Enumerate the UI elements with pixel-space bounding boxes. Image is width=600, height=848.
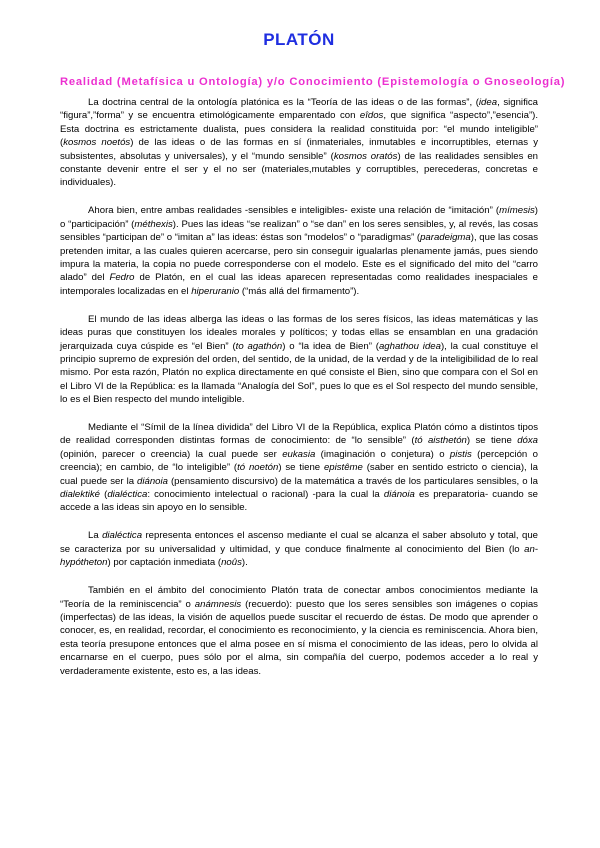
text-run: Mediante el “Símil de la línea dividida” del Libro VI de la República, explica Platón cómo a distintos tipos de realidad corresponden distintas formas de conocimiento: de “lo sensible” ( [60, 422, 538, 447]
text-run: (saber en sentido estricto o ciencia), la cual puede ser la [60, 462, 538, 487]
text-run: ), la cual constituye el principio supremo de expresión del orden, del sentido, de la unidad, de la verdad y de la inteligibilidad de lo real mismo. Por esta razón, Platón no explica directamente en qué consiste el Bien, sino que compara con el Sol en el Libro VI de la República: es la llamada “Analogía del Sol”, pues lo que es el Sol respecto del mundo sensible, lo es el Bien respecto del mundo inteligible. [60, 340, 538, 406]
document-body [60, 96, 538, 678]
text-run: (recuerdo): puesto que los seres sensibles son imágenes o copias (imperfectas) de las ideas, la visión de aquellos puede suscitar el recuerdo de éstas. De modo que aprender o conocer, es, en realidad, recordar, el conocimiento es reconocimiento, y la ciencia es reminiscencia. Ahora bien, esta teoría presupone entonces que el alma posee en sí misma el conocimiento de las ideas, pero lo olvida al encarnarse en el cuerpo, pues sólo por el alma, sin compañía del cuerpo, podemos acceder a lo real y verdaderamente existente, esto es, a las ideas. [60, 598, 538, 677]
text-run: (percepción o creencia); en cambio, de “lo inteligible” ( [60, 448, 538, 474]
text-run: ). [241, 557, 248, 569]
italic-term: mímesis [499, 205, 535, 217]
text-run: (opinión, parecer o creencia) la cual puede ser [60, 448, 283, 460]
text-run: ) de las ideas o de las formas en sí (inmateriales, inmutables e incorruptibles, eternas y subsistentes, absolutas y universales), y el “mundo sensible” ( [60, 137, 538, 162]
italic-term: eukasia [282, 448, 316, 460]
text-run: También en el ámbito del conocimiento Platón trata de conectar ambos conocimientos mediante la “Teoría de la reminiscencia” o [60, 585, 538, 610]
italic-term: eîdos [359, 110, 384, 122]
italic-term: pistis [449, 448, 472, 460]
italic-term: anámnesis [194, 598, 242, 610]
text-run: ). Pues las ideas “se realizan” o “se dan” en los seres sensibles, y, al revés, las cosas sensibles “participan de” o “imitan a” las ideas: éstas son “modelos” o “paradigmas” ( [60, 218, 538, 244]
italic-term: idea [478, 97, 498, 108]
text-run: ) o “participación” ( [60, 205, 538, 230]
italic-term: an-hypótheton [60, 543, 538, 569]
text-run: La [88, 530, 103, 542]
text-run: ), que las cosas pretenden imitar, a las cuales quieren acercarse, pero sin conseguir igualarlas plenamente jamás, pues siendo impura la materia, la copia no puede corresponderse con el modelo. Este es el significado del mito del “carro alado” del [60, 232, 538, 284]
text-run: (pensamiento discursivo) de la matemática a través de los particulares sensibles, o la [167, 475, 538, 487]
paragraph [60, 313, 538, 407]
italic-term: kosmos noetós [63, 137, 131, 149]
italic-term: dialéctica [102, 530, 143, 542]
paragraph [60, 96, 538, 190]
italic-term: Fedro [109, 272, 135, 284]
italic-term: dóxa [517, 435, 538, 447]
text-run: ) se tiene [466, 435, 518, 447]
text-run: ( [100, 489, 108, 501]
text-run: La doctrina central de la ontología platónica es la “Teoría de las ideas o de las formas”, ( [88, 97, 479, 108]
text-run: ) por captación inmediata ( [107, 557, 222, 569]
italic-term: to agathón [235, 340, 283, 352]
text-run: ) de las realidades sensibles en constante devenir entre el ser y el no ser (materiales,mutables y corruptibles, perecederas, concretas e individuales). [60, 150, 538, 189]
text-run: El mundo de las ideas alberga las ideas o las formas de los seres físicos, las ideas matemáticas y las ideas puras que constituyen los ideales morales y políticos; y todas ellas se ensamblan en una gradación jerarquizada cuya cúspide es “el Bien” ( [60, 313, 538, 352]
italic-term: epistême [323, 462, 363, 474]
paragraph [60, 421, 538, 515]
text-run: de Platón, en el cual las ideas aparecen representadas como realidades inespaciales e intemporales localizadas en el [60, 272, 539, 297]
text-run: : conocimiento intelectual o racional) -para la cual la [147, 489, 384, 501]
page-title: PLATÓN [263, 30, 335, 49]
paragraph [60, 584, 538, 678]
italic-term: tó aisthetón [414, 435, 467, 447]
text-run: ) se tiene [278, 462, 324, 474]
italic-term: dialéctica [107, 489, 148, 501]
paragraph [60, 204, 538, 298]
paragraph [60, 529, 538, 569]
text-run: Ahora bien, entre ambas realidades -sensibles e inteligibles- existe una relación de “imitación” ( [88, 205, 500, 217]
text-run: , significa “figura”,”forma” y se encuentra etimológicamente emparentado con [60, 97, 538, 122]
italic-term: kosmos oratós [333, 150, 398, 162]
text-run: representa entonces el ascenso mediante el cual se alcanza el saber absoluto y total, que se caracteriza por su universalidad y ultimidad, y que conduce finalmente al conocimiento del Bien (lo [60, 530, 538, 555]
italic-term: diánoia [383, 489, 415, 501]
italic-term: dialektiké [60, 489, 100, 501]
italic-term: hiperuranio [191, 285, 240, 297]
text-run: ) o “la idea de Bien” ( [282, 340, 379, 352]
italic-term: tó noetón [237, 462, 279, 474]
italic-term: méthexis [134, 218, 173, 230]
italic-term: noûs [221, 557, 242, 569]
section-heading: Realidad (Metafísica u Ontología) y/o Conocimiento (Epistemología o Gnoseología) [60, 76, 566, 88]
text-run: , que significa “aspecto”,”esencia”). Esta doctrina es estrictamente dualista, pues considera la realidad constituida por: “el mundo inteligible” ( [60, 110, 538, 149]
italic-term: aghathou idea [378, 340, 441, 352]
text-run: (“más allá del firmamento”). [239, 285, 360, 297]
italic-term: paradeigma [420, 232, 471, 244]
text-run: (imaginación o conjetura) o [315, 448, 450, 460]
italic-term: diánoia [137, 475, 168, 487]
text-run: es preparatoria- cuando se accede a las ideas sin apoyo en lo sensible. [60, 489, 538, 514]
